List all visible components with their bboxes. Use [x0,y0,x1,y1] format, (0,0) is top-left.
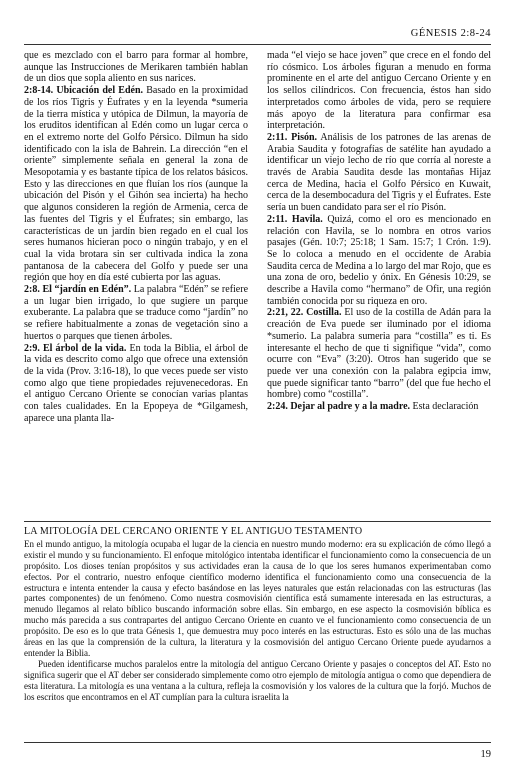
footer-rule [24,742,491,743]
left-column [24,50,248,508]
sidebar-rule [24,521,491,522]
entry-reference: 2:11. Havila. [267,213,323,225]
entry-paragraph [24,343,248,425]
right-column [267,50,491,508]
entry-paragraph [24,50,248,85]
entry-text: La palabra “Edén” se refiere a un lugar bien irrigado, lo que sugiere un parque exuberante. La palabra que se traduce como “jardín” no se refiere habitualmente a zonas de vegetación sino a huertos o parques que tienen árboles. [24,284,248,342]
entry-text: En toda la Biblia, el árbol de la vida es descrito como algo que ofrece una extensión de la vida (Prov. 3:16-18), lo que veces puede ser visto como algo que tiene propiedades rejuvenecedoras. En el antiguo Cercano Oriente se conocían varias plantas con tales cualidades. En la Epopeya de *Gilgamesh, aparece una planta lla- [24,342,248,424]
sidebar-title: LA MITOLOGÍA DEL CERCANO ORIENTE Y EL ANTIGUO TESTAMENTO [24,526,363,537]
sidebar-paragraph: En el mundo antiguo, la mitología ocupaba el lugar de la ciencia en nuestro mundo moderno: era su explicación de cómo llegó a existir el mundo y su funcionamiento. El enfoque mitológico intentaba identificar el funcionamiento como la consecuencia de un propósito. Los dioses tenían propósitos y sus actividades eran la causa de lo que los seres humanos experimentaban como efectos. Por el contrario, nuestro enfoque científico moderno identifica el funcionamiento como una consecuencia de la estructura e intenta entender la causa y efecto basándose en las leyes naturales que están relacionadas con las estructuras (las partes componentes) de un fenómeno. Como nuestra cosmovisión científica está sumamente interesada en las estructuras, a menudo llegamos al relato bíblico buscando información sobre ellas. Sin embargo, en ese aspecto la cosmovisión bíblica es mucho más parecida a sus contrapartes del antiguo Cercano Oriente en cuanto ve el funcionamiento como consecuencia de un propósito. De eso es lo que trata Génesis 1, que demuestra muy poco interés en las estructuras. Esto es sólo una de las muchas áreas en las que la comprensión de la cultura, la literatura y la cosmovisión del antiguo Cercano Oriente puede ayudarnos a entender la Biblia. [24,538,491,658]
entry-text: que es mezclado con el barro para formar al hombre, aunque las Instrucciones de Merikaren también hablan de un dios que sopla aliento en sus narices. [24,50,248,85]
entry-reference: 2:9. El árbol de la vida. [24,342,127,354]
entry-text: Basado en la proximidad de los ríos Tigris y Éufrates y en la leyenda *sumeria de la tierra mística y utópica de Dilmun, la mayoría de los eruditos identifican al Edén como un lugar cerca o en el extremo norte del Golfo Pérsico. Dilmun ha sido identificado con la isla de Bahrein. La dirección “en el oriente” simplemente señala en general la zona de Mesopotamia y es bastante típica de los relatos básicos. Esto y las direcciones en que fluían los ríos (aunque la ubicación del Pisón y el Gihón sea incierta) ha hecho que algunos consideren la región de Armenia, cerca de las fuentes del Tigris y el Éufrates; sin embargo, las características de un jardín bien regado en el cual los seres humanos hicieran poco o ningún trabajo, y en el cual la vida brotara sin ser cultivada indica la zona pantanosa de la cabecera del Golfo y puede ser una región que hoy en día esté cubierta por las aguas. [24,85,248,284]
entry-reference: 2:24. Dejar al padre y a la madre. [267,401,411,413]
header-rule [24,44,491,45]
entry-paragraph [267,307,491,401]
entry-reference: 2:8. El “jardín en Edén”. [24,284,132,296]
entry-reference: 2:11. Pisón. [267,131,318,143]
page-number: 19 [480,749,491,760]
entry-text: Quizá, como el oro es mencionado en relación con Havila, se lo nombra en otros varios pasajes (Gén. 10:7; 25:18; 1 Sam. 15:7; 1 Crón. 1:9). Se lo coloca a menudo en el occidente de Arabia Saudita cerca de Medina a lo largo del mar Rojo, que es una zona de oro, bedelio y ónix. En Génesis 10:29, se describe a Havila como “hermano” de Ofir, una región también conocida por su riqueza en oro. [267,213,491,307]
body-columns [24,50,491,508]
sidebar-box [24,527,491,703]
entry-text: Análisis de los patrones de las arenas de Arabia Saudita y fotografías de satélite han ayudado a identificar un viejo lecho de río que corría al noreste a través de Arabia Saudita desde las montañas Hijaz cerca de Medina, hacia el Golfo Pérsico en Kuwait, cerca de la desembocadura del Tigris y el Éufrates. Este sería un buen candidato para ser el río Pisón. [267,131,491,214]
entry-paragraph [267,132,491,214]
entry-text: mada “el viejo se hace joven” que crece en el fondo del río cósmico. Los árboles figuran a menudo en forma prominente en el arte del antiguo Cercano Oriente y en los sellos cilíndricos. Con frecuencia, éstos han sido interpretados como árboles de vida, pero se requiere más apoyo de la literatura para confirmar esa interpretación. [267,50,491,132]
entry-paragraph [267,401,491,413]
sidebar-paragraph: Pueden identificarse muchos paralelos entre la mitología del antiguo Cercano Oriente y pasajes o conceptos del AT. Esto no significa sugerir que el AT deber ser considerado simplemente como otro ejemplo de mitología antigua o como que dependiera de esta literatura. La mitología es una ventana a la cultura, refleja la cosmovisión y los valores de la cultura que la forjó. Muchos de los escritos que encontramos en el AT cumplían para la cultura israelita la [24,658,491,702]
entry-text: Esta declaración [412,401,479,413]
entry-paragraph [267,50,491,132]
entry-paragraph [267,214,491,308]
entry-paragraph [24,284,248,343]
entry-paragraph [24,85,248,284]
entry-reference: 2:8-14. Ubicación del Edén. [24,85,144,97]
running-head: GÉNESIS 2:8-24 [410,28,491,39]
entry-text: El uso de la costilla de Adán para la creación de Eva puede ser iluminado por el idioma *sumerio. La palabra sumeria para “costilla” es ti. Es interesante el hecho de que ti signifique “vida”, como ocurre con “Eva” (3:20). Otros han sugerido que se puede ver una conexión con la palabra egipcia imw, que puede significar tanto “barro” (del que fue hecho el hombre) como “costilla”. [267,307,491,401]
entry-reference: 2:21, 22. Costilla. [267,307,342,319]
